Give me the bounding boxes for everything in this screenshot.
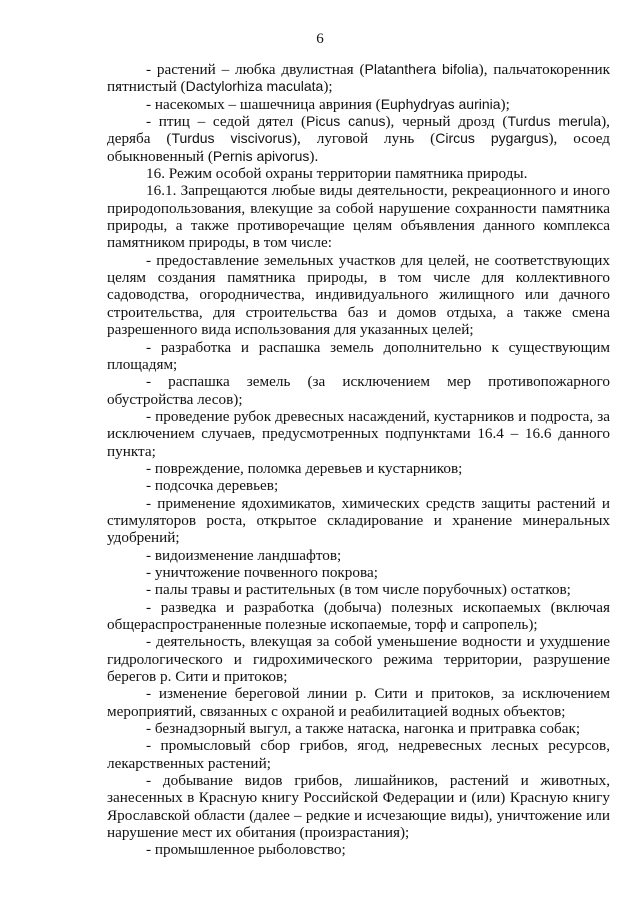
- paragraph: [107, 547, 610, 564]
- paragraph: [107, 599, 610, 634]
- paragraph-text: - палы травы и растительных (в том числе порубочных) остатков;: [146, 581, 571, 599]
- paragraph: [107, 477, 610, 494]
- paragraph: [107, 841, 610, 858]
- paragraph-text: - промышленное рыболовство;: [146, 841, 346, 859]
- document-body: [107, 61, 610, 859]
- paragraph-text: - уничтожение почвенного покрова;: [146, 563, 378, 581]
- species-latin-name: Euphydryas aurinia: [380, 95, 501, 112]
- paragraph: [107, 581, 610, 598]
- paragraph-text: - деятельность, влекущая за собой уменьшение водности и ухудшение гидрологического и гидрохимического режима территории, разрушение берегов р. Сити и притоков;: [107, 633, 610, 686]
- species-latin-name: Pernis apivorus: [212, 147, 310, 164]
- paragraph: [107, 165, 610, 182]
- paragraph-text: - безнадзорный выгул, а также натаска, нагонка и притравка собак;: [146, 720, 581, 738]
- species-latin-name: Dactylorhiza maculata: [185, 78, 324, 95]
- paragraph: [107, 720, 610, 737]
- paragraph: [107, 96, 610, 113]
- paragraph-text: );: [323, 78, 333, 96]
- paragraph: [107, 633, 610, 685]
- paragraph-text: - насекомых – шашечница авриния (: [146, 95, 381, 113]
- species-latin-name: Platanthera bifolia: [364, 61, 479, 77]
- paragraph: [107, 495, 610, 547]
- paragraph: [107, 772, 610, 841]
- paragraph: [107, 737, 610, 772]
- paragraph: [107, 408, 610, 460]
- paragraph: [107, 182, 610, 251]
- paragraph-text: ), луговой лунь (: [291, 130, 436, 148]
- paragraph-text: - изменение береговой линии р. Сити и притоков, за исключением мероприятий, связанных с охраной и реабилитацией водных объектов;: [107, 685, 610, 720]
- paragraph: [107, 61, 610, 96]
- paragraph: [107, 685, 610, 720]
- paragraph: [107, 113, 610, 165]
- paragraph-text: - проведение рубок древесных насаждений, кустарников и подроста, за исключением случаев, предусмотренных подпунктами 16.4 – 16.6 данного пункта;: [107, 407, 610, 460]
- paragraph-text: - подсочка деревьев;: [146, 477, 279, 495]
- paragraph: [107, 564, 610, 581]
- paragraph-text: ), осоед обыкновенный (: [107, 130, 611, 165]
- species-latin-name: Turdus viscivorus: [171, 130, 292, 147]
- paragraph-text: - разведка и разработка (добыча) полезных ископаемых (включая общераспространенные полезные ископаемые, торф и сапропель);: [107, 598, 610, 633]
- paragraph-text: ), деряба (: [107, 113, 610, 148]
- paragraph-text: );: [500, 95, 510, 113]
- paragraph-text: ), черный дрозд (: [385, 113, 508, 131]
- species-latin-name: Picus canus: [306, 113, 386, 130]
- paragraph-text: - растений – любка двулистная (: [146, 61, 365, 78]
- page-number: 6: [316, 31, 324, 47]
- paragraph-text: - разработка и распашка земель дополнительно к существующим площадям;: [107, 338, 610, 373]
- paragraph: [107, 460, 610, 477]
- paragraph-text: - добывание видов грибов, лишайников, растений и животных, занесенных в Красную книгу Российской Федерации и (или) Красную книгу Ярославской области (далее – редкие и исчезающие виды), уничтожение или нарушение мест их обитания (произрастания);: [107, 772, 610, 842]
- paragraph-text: - промысловый сбор грибов, ягод, недревесных лесных ресурсов, лекарственных растений;: [107, 737, 610, 772]
- paragraph: [107, 252, 610, 339]
- paragraph-text: - птиц – седой дятел (: [146, 113, 307, 131]
- species-latin-name: Turdus merula: [507, 113, 602, 130]
- paragraph-text: 16.1. Запрещаются любые виды деятельности, рекреационного и иного природопользования, влекущие за собой нарушение сохранности памятника природы, а также противоречащие целям объявления данного комплекса памятником природы, в том числе:: [107, 182, 610, 252]
- paragraph-text: - видоизменение ландшафтов;: [146, 546, 342, 564]
- paragraph-text: - распашка земель (за исключением мер противопожарного обустройства лесов);: [107, 373, 610, 408]
- paragraph-text: ).: [309, 147, 319, 165]
- paragraph: [107, 339, 610, 374]
- paragraph: [107, 373, 610, 408]
- paragraph-text: - предоставление земельных участков для целей, не соответствующих целям создания памятника природы, в том числе для коллективного садоводства, огородничества, индивидуального жилищного или дачного строительства, для строительства баз и домов отдыха, а также смена разрешенного вида использования для указанных целей;: [107, 251, 610, 339]
- paragraph-text: 16. Режим особой охраны территории памятника природы.: [146, 165, 528, 183]
- paragraph-text: - повреждение, поломка деревьев и кустарников;: [146, 459, 463, 477]
- paragraph-text: ), пальчатокоренник пятнистый (: [107, 61, 610, 96]
- paragraph-text: - применение ядохимикатов, химических средств защиты растений и стимуляторов роста, открытое складирование и хранение минеральных удобрений;: [107, 494, 610, 547]
- species-latin-name: Circus pygargus: [435, 130, 549, 147]
